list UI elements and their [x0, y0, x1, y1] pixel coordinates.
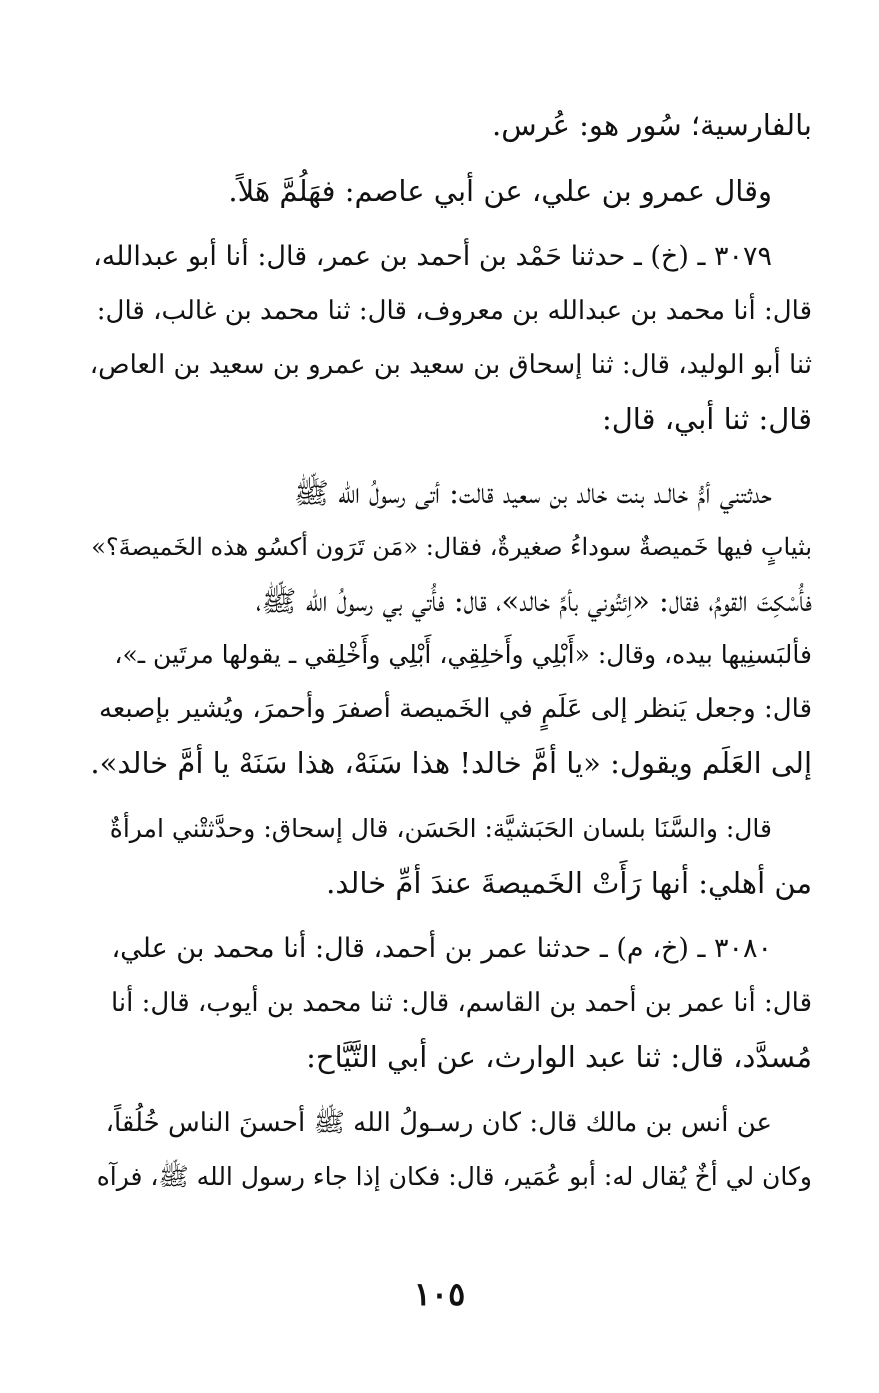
text-line: قال: وجعل يَنظر إلى عَلَمٍ في الخَميصة أصفرَ وأحمرَ، ويُشير بإصبعه: [98, 694, 812, 724]
text-line: بثيابٍ فيها خَميصةٌ سوداءُ صغيرةٌ، فقال: «مَن تَرَون أكسُو هذه الخَميصةَ؟»: [91, 533, 812, 561]
hadith-header-3080: ٣٠٨٠ ـ (خ، م) ـ حدثنا عمر بن أحمد، قال: أنا محمد بن علي،: [111, 933, 772, 964]
text-line: مُسدَّد، قال: ثنا عبد الوارث، عن أبي التَّيَّاح:: [306, 1040, 812, 1074]
text-line: حدثتني أمُّ خالـد بنت خالد بن سعيد قالت: أتى رسولُ الله ﷺ: [293, 476, 772, 510]
text-line: فأُسْكِتَ القومُ، فقال: «اِئتُوني بأمِّ خالد»، قال: فأُتي بي رسولُ الله ﷺ،: [255, 584, 812, 618]
text-line: من أهلي: أنها رَأَتْ الخَميصةَ عندَ أمِّ خالد.: [326, 866, 812, 900]
text-line: قال: والسَّنَا بلسان الحَبَشيَّة: الحَسَن، قال إسحاق: وحدَّثتْني امرأةٌ: [109, 814, 772, 843]
text-line: قال: أنا عمر بن أحمد بن القاسم، قال: ثنا محمد بن أيوب، قال: أنا: [110, 988, 812, 1018]
text-line: فألبَسنِيها بيده، وقال: «أَبْلِي وأَخلِقِي، أَبْلِي وأَخْلِقي ـ يقولها مرتَين ـ»،: [114, 640, 812, 669]
text-line: قال: ثنا أبي، قال:: [601, 402, 812, 436]
text-line: ثنا أبو الوليد، قال: ثنا إسحاق بن سعيد بن عمرو بن سعيد بن العاص،: [90, 350, 812, 380]
text-line: وكان لي أخٌ يُقال له: أبو عُمَير، قال: فكان إذا جاء رسول الله ﷺ، فرآه: [96, 1162, 812, 1191]
text-line: قال: أنا محمد بن عبدالله بن معروف، قال: ثنا محمد بن غالب، قال:: [96, 296, 812, 326]
page-number: ١٠٥: [413, 1275, 466, 1313]
text-line: إلى العَلَم ويقول: «يا أمَّ خالد! هذا سَنَهْ، هذا سَنَهْ يا أمَّ خالد».: [90, 746, 812, 780]
text-line: بالفارسية؛ سُور هو: عُرس.: [492, 108, 812, 142]
text-line: وقال عمرو بن علي، عن أبي عاصم: فهَلُمَّ هَلاً.: [228, 174, 772, 208]
hadith-header-3079: ٣٠٧٩ ـ (خ) ـ حدثنا حَمْد بن أحمد بن عمر، قال: أنا أبو عبدالله،: [93, 241, 772, 272]
text-line: عن أنس بن مالك قال: كان رسـولُ الله ﷺ أحسنَ الناس خُلُقاً،: [105, 1108, 772, 1138]
page-body: [90, 98, 812, 1204]
